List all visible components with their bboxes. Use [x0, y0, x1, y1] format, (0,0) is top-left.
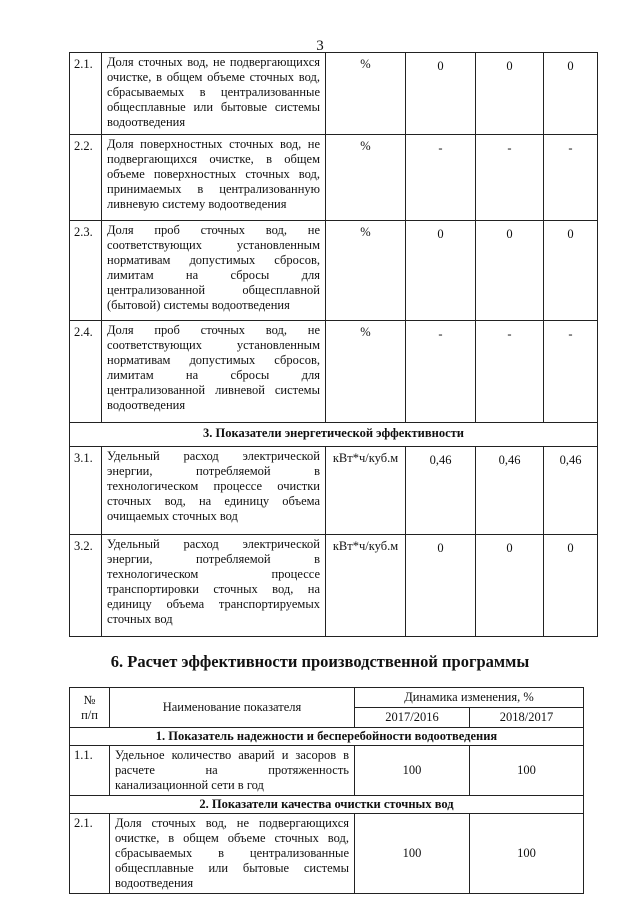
indicators-table — [69, 52, 598, 637]
indicator-name: Доля сточных вод, не подвергающихся очистке, в общем объеме сточных вод, сбрасываемых в централизованные общесплавные или бытовые системы водоотведения — [110, 814, 355, 894]
column-header-dynamics: Динамика изменения, % — [355, 688, 584, 708]
unit: кВт*ч/куб.м — [326, 447, 406, 535]
indicator-name: Доля поверхностных сточных вод, не подвергающихся очистке, в общем объеме поверхностных сточных вод, принимаемых в централизованную ливневую систему водоотведения — [102, 135, 326, 221]
table-row — [70, 814, 584, 894]
row-number: 3.1. — [70, 447, 102, 535]
section-title: 3. Показатели энергетической эффективности — [70, 423, 598, 447]
header-row — [70, 688, 584, 708]
row-number: 3.2. — [70, 535, 102, 637]
indicator-name: Доля сточных вод, не подвергающихся очистке, в общем объеме сточных вод, сбрасываемых в централизованные общесплавные или бытовые системы водоотведения — [102, 53, 326, 135]
section-heading: 6. Расчет эффективности производственной программы — [110, 652, 530, 671]
unit: % — [326, 53, 406, 135]
value-cell: 0 — [406, 535, 476, 637]
column-header-number — [70, 688, 110, 728]
section-title: 1. Показатель надежности и бесперебойности водоотведения — [70, 728, 584, 746]
unit: % — [326, 221, 406, 321]
indicator-name: Удельное количество аварий и засоров в расчете на протяженность канализационной сети в год — [110, 746, 355, 796]
indicator-name: Удельный расход электрической энергии, потребляемой в технологическом процессе транспортировки сточных вод, на единицу объема транспортируемых сточных вод — [102, 535, 326, 637]
value-cell: 100 — [470, 814, 584, 894]
value-cell: 0 — [406, 53, 476, 135]
table-row — [70, 53, 598, 135]
table-row — [70, 321, 598, 423]
value-cell: - — [406, 321, 476, 423]
value-cell: 0,46 — [544, 447, 598, 535]
row-number: 2.3. — [70, 221, 102, 321]
indicator-name: Удельный расход электрической энергии, потребляемой в технологическом процессе очистки сточных вод, на единицу объема очищаемых сточных вод — [102, 447, 326, 535]
indicator-name: Доля проб сточных вод, не соответствующих установленным нормативам допустимых сбросов, лимитам на сбросы для централизованной общесплавной (бытовой) системы водоотведения — [102, 221, 326, 321]
column-header-number-bottom: п/п — [81, 707, 98, 722]
value-cell: 0,46 — [406, 447, 476, 535]
value-cell: - — [544, 321, 598, 423]
value-cell: 0 — [476, 53, 544, 135]
value-cell: 0,46 — [476, 447, 544, 535]
row-number: 2.4. — [70, 321, 102, 423]
table-row — [70, 746, 584, 796]
section-header-row — [70, 796, 584, 814]
efficiency-table — [69, 687, 584, 894]
unit: % — [326, 135, 406, 221]
value-cell: - — [406, 135, 476, 221]
section-title: 2. Показатели качества очистки сточных вод — [70, 796, 584, 814]
value-cell: 100 — [470, 746, 584, 796]
value-cell: 0 — [544, 535, 598, 637]
row-number: 2.1. — [70, 53, 102, 135]
table-row — [70, 535, 598, 637]
row-number: 2.2. — [70, 135, 102, 221]
value-cell: 0 — [406, 221, 476, 321]
value-cell: 0 — [544, 221, 598, 321]
column-header-number-top: № — [83, 692, 96, 707]
unit: % — [326, 321, 406, 423]
column-header-period: 2018/2017 — [470, 708, 584, 728]
section-header-row — [70, 728, 584, 746]
row-number: 1.1. — [70, 746, 110, 796]
table-row — [70, 135, 598, 221]
value-cell: 0 — [476, 221, 544, 321]
value-cell: 100 — [355, 746, 470, 796]
column-header-name: Наименование показателя — [110, 688, 355, 728]
value-cell: - — [476, 135, 544, 221]
page-number: 3 — [316, 38, 324, 54]
value-cell: 100 — [355, 814, 470, 894]
value-cell: 0 — [476, 535, 544, 637]
row-number: 2.1. — [70, 814, 110, 894]
unit: кВт*ч/куб.м — [326, 535, 406, 637]
value-cell: - — [544, 135, 598, 221]
column-header-period: 2017/2016 — [355, 708, 470, 728]
indicator-name: Доля проб сточных вод, не соответствующих установленным нормативам допустимых сбросов, лимитам на сбросы для централизованной ливневой системы водоотведения — [102, 321, 326, 423]
table-row — [70, 221, 598, 321]
value-cell: - — [476, 321, 544, 423]
value-cell: 0 — [544, 53, 598, 135]
table-row — [70, 447, 598, 535]
section-header-row — [70, 423, 598, 447]
